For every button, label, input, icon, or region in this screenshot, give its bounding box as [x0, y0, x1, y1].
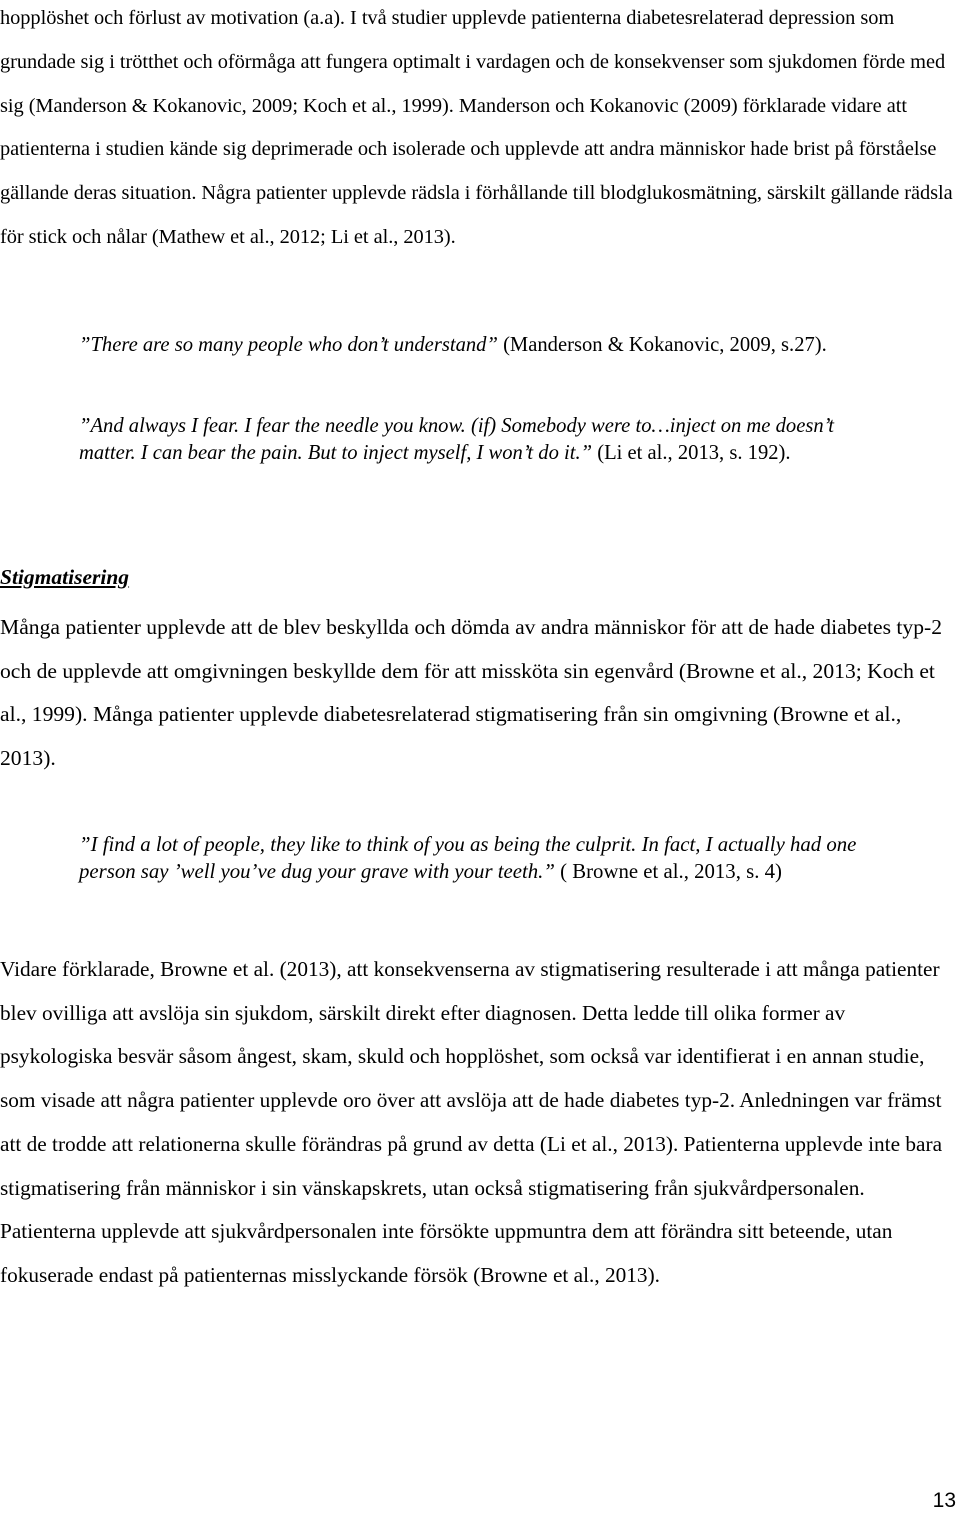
- quote-citation: ( Browne et al., 2013, s. 4): [554, 859, 782, 883]
- quote-text: ”And always I fear. I fear the needle you know. (if) Somebody were to…inject on me doesn’t matter. I can bear the pain. But to inject myself, I won’t do it.”: [79, 415, 834, 464]
- quote-text: ”There are so many people who don’t understand”: [79, 334, 498, 356]
- page-number: 13: [932, 1489, 956, 1512]
- block-quote-li: [79, 413, 879, 466]
- block-quote-manderson: [79, 332, 879, 359]
- section-heading: Stigmatisering: [0, 565, 130, 589]
- block-quote-browne: [79, 832, 879, 885]
- body-paragraph-depression: hopplöshet och förlust av motivation (a.a). I två studier upplevde patienterna diabetesrelaterad depression som grundade sig i trötthet och oförmåga att fungera optimalt i vardagen och de konsekvenser som sjukdomen förde med sig (Manderson & Kokanovic, 2009; Koch et al., 1999). Manderson och Kokanovic (2009) förklarade vidare att patienterna i studien kände sig deprimerade och isolerade och upplevde att andra människor hade brist på förståelse gällande deras situation. Några patienter upplevde rädsla i förhållande till blodglukosmätning, särskilt gällande rädsla för stick och nålar (Mathew et al., 2012; Li et al., 2013).: [0, 7, 953, 248]
- quote-citation: (Li et al., 2013, s. 192).: [592, 441, 791, 464]
- body-paragraph-stigma: Många patienter upplevde att de blev beskyllda och dömda av andra människor för att de hade diabetes typ-2 och de upplevde att omgivningen beskyllde dem för att missköta sin egenvård (Browne et al., 2013; Koch et al., 1999). Många patienter upplevde diabetesrelaterad stigmatisering från sin omgivning (Browne et al., 2013).: [0, 615, 943, 770]
- body-paragraph-consequences: Vidare förklarade, Browne et al. (2013), att konsekvenserna av stigmatisering resulterade i att många patienter blev ovilliga att avslöja sin sjukdom, särskilt direkt efter diagnosen. Detta ledde till olika former av psykologiska besvär såsom ångest, skam, skuld och hopplöshet, som också var identifierat i en annan studie, som visade att några patienter upplevde oro över att avslöja att de hade diabetes typ-2. Anledningen var främst att de trodde att relationerna skulle förändras på grund av detta (Li et al., 2013). Patienterna upplevde inte bara stigmatisering från människor i sin vänskapskrets, utan också stigmatisering från sjukvårdpersonalen. Patienterna upplevde att sjukvårdpersonalen inte försökte uppmuntra dem att förändra sitt beteende, utan fokuserade endast på patienternas misslyckande försök (Browne et al., 2013).: [0, 957, 943, 1287]
- quote-citation: (Manderson & Kokanovic, 2009, s.27).: [497, 334, 827, 356]
- quote-text: ”I find a lot of people, they like to think of you as being the culprit. In fact, I actually had one person say ’well you’ve dug your grave with your teeth.”: [79, 833, 857, 883]
